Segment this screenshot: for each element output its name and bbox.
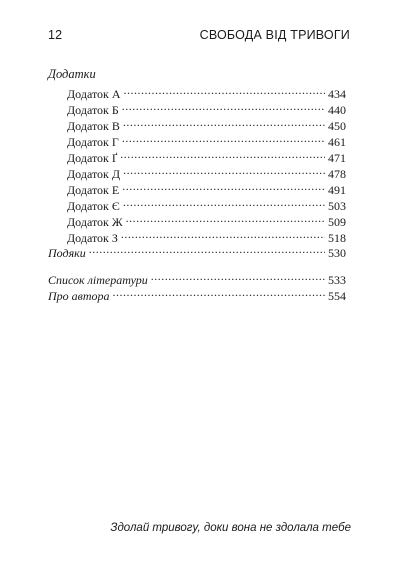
- toc-entry-label: Додаток Є: [67, 199, 120, 213]
- page-header: [48, 28, 350, 44]
- acknowledgements-block: [48, 241, 346, 260]
- dot-leader: [113, 284, 325, 300]
- toc-entry-label: Додаток Ж: [67, 215, 123, 229]
- dot-leader: [151, 268, 325, 284]
- footer-tagline: Здолай тривогу, доки вона не здолала тебе: [110, 522, 351, 534]
- toc-entry-page: 491: [328, 183, 346, 197]
- toc-entry-page: 434: [328, 87, 346, 101]
- toc-entry-page: 478: [328, 167, 346, 181]
- dot-leader: [122, 178, 325, 194]
- toc-entry-label: Додаток Ґ: [67, 151, 118, 165]
- dot-leader: [120, 146, 325, 162]
- dot-leader: [121, 226, 325, 242]
- toc-entry-page: 471: [328, 151, 346, 165]
- toc-entry-label: Додаток Д: [67, 167, 121, 181]
- toc-entry-label: Додаток А: [67, 87, 121, 101]
- toc-entry-page: 533: [328, 273, 346, 287]
- toc-entry-page: 509: [328, 215, 346, 229]
- toc-entry-page: 461: [328, 135, 346, 149]
- toc-entry-label: Додаток В: [67, 119, 120, 133]
- dot-leader: [122, 98, 325, 114]
- dot-leader: [123, 162, 325, 178]
- dot-leader: [123, 114, 325, 130]
- toc-entry-label: Додаток Е: [67, 183, 120, 197]
- page-number: 12: [48, 28, 63, 42]
- running-title: СВОБОДА ВІД ТРИВОГИ: [199, 28, 350, 42]
- appendices-heading: Додатки: [48, 67, 96, 81]
- toc-entry-label: Додаток Г: [67, 135, 119, 149]
- toc-entry-label: Додаток Б: [67, 103, 119, 117]
- dot-leader: [89, 241, 325, 257]
- back-matter-block: [48, 268, 346, 303]
- dot-leader: [126, 210, 325, 226]
- toc-entry-page: 518: [328, 231, 346, 245]
- appendices-list: [67, 82, 346, 245]
- dot-leader: [122, 130, 325, 146]
- toc-entry-label: Про автора: [48, 289, 110, 303]
- toc-entry-acknowledgements[interactable]: [48, 241, 346, 260]
- toc-entry-label: Подяки: [48, 246, 86, 260]
- toc-entry-page: 440: [328, 103, 346, 117]
- toc-entry-page: 450: [328, 119, 346, 133]
- toc-entry-page: 530: [328, 246, 346, 260]
- toc-entry-page: 503: [328, 199, 346, 213]
- dot-leader: [124, 82, 325, 98]
- toc-entry-bibliography[interactable]: [48, 268, 346, 287]
- dot-leader: [123, 194, 325, 210]
- toc-entry[interactable]: [67, 82, 346, 101]
- toc-entry-label: Додаток З: [67, 231, 118, 245]
- toc-entry-label: Список літератури: [48, 273, 148, 287]
- toc-entry-page: 554: [328, 289, 346, 303]
